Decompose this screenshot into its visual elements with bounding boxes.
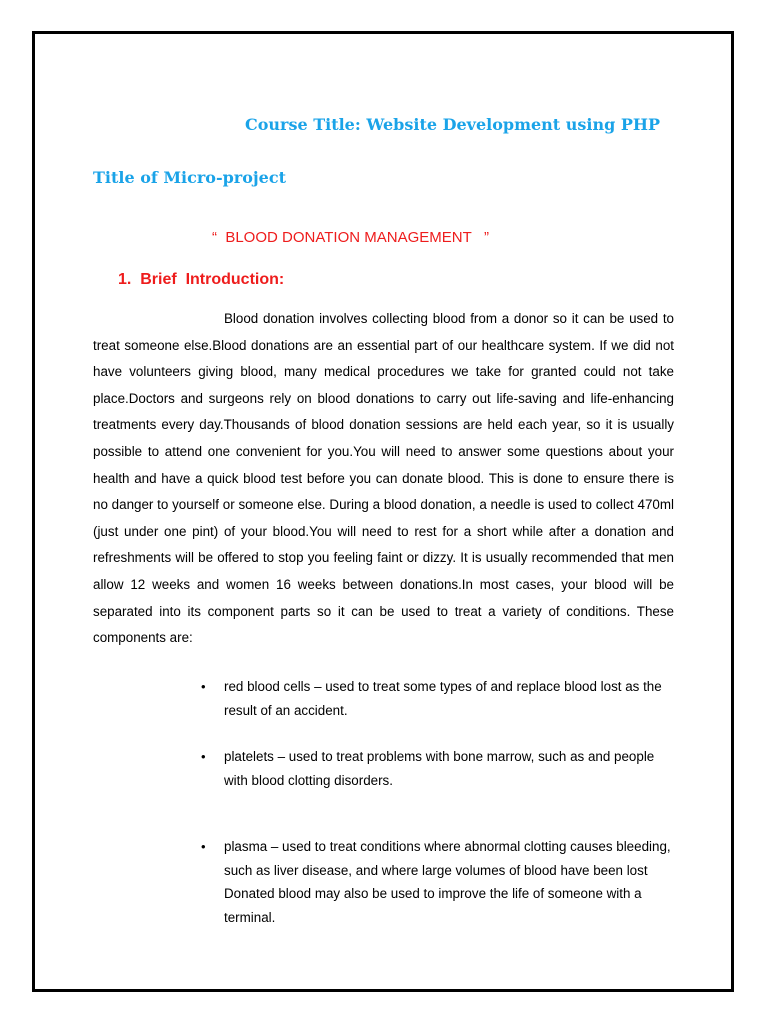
bullet-item-red-blood-cells xyxy=(201,675,671,722)
bullet-item-platelets xyxy=(201,745,671,792)
bullet-text: plasma – used to treat conditions where abnormal clotting causes bleeding, such as liver disease, and where large volumes of blood have been lost Donated blood may also be used to improve the life of someone with a terminal. xyxy=(224,839,671,925)
micro-project-title: Title of Micro-project xyxy=(93,168,286,187)
intro-paragraph-text: Blood donation involves collecting blood from a donor so it can be used to treat someone else.Blood donations are an essential part of our healthcare system. If we did not have volunteers giving blood, many medical procedures we take for granted could not take place.Doctors and surgeons rely on blood donations to carry out life-saving and life-enhancing treatments every day.Thousands of blood donation sessions are held each year, so it is usually possible to attend one convenient for you.You will need to answer some questions about your health and have a quick blood test before you can donate blood. This is done to ensure there is no danger to yourself or someone else. During a blood donation, a needle is used to collect 470ml (just under one pint) of your blood.You will need to rest for a short while after a donation and refreshments will be offered to stop you feeling faint or dizzy. It is usually recommended that men allow 12 weeks and women 16 weeks between donations.In most cases, your blood will be separated into its component parts so it can be used to treat a variety of conditions. These components are: xyxy=(93,311,674,646)
intro-paragraph xyxy=(93,306,674,652)
bullet-item-plasma xyxy=(201,835,671,929)
course-title: Course Title: Website Development using PHP xyxy=(245,115,661,134)
project-name: “ BLOOD DONATION MANAGEMENT ” xyxy=(212,229,489,246)
section-heading: 1. Brief Introduction: xyxy=(118,271,285,288)
bullet-icon: • xyxy=(201,839,206,854)
bullet-icon: • xyxy=(201,679,206,694)
bullet-text: red blood cells – used to treat some types of and replace blood lost as the result of an accident. xyxy=(224,679,662,718)
bullet-icon: • xyxy=(201,749,206,764)
bullet-text: platelets – used to treat problems with bone marrow, such as and people with blood clotting disorders. xyxy=(224,749,655,788)
